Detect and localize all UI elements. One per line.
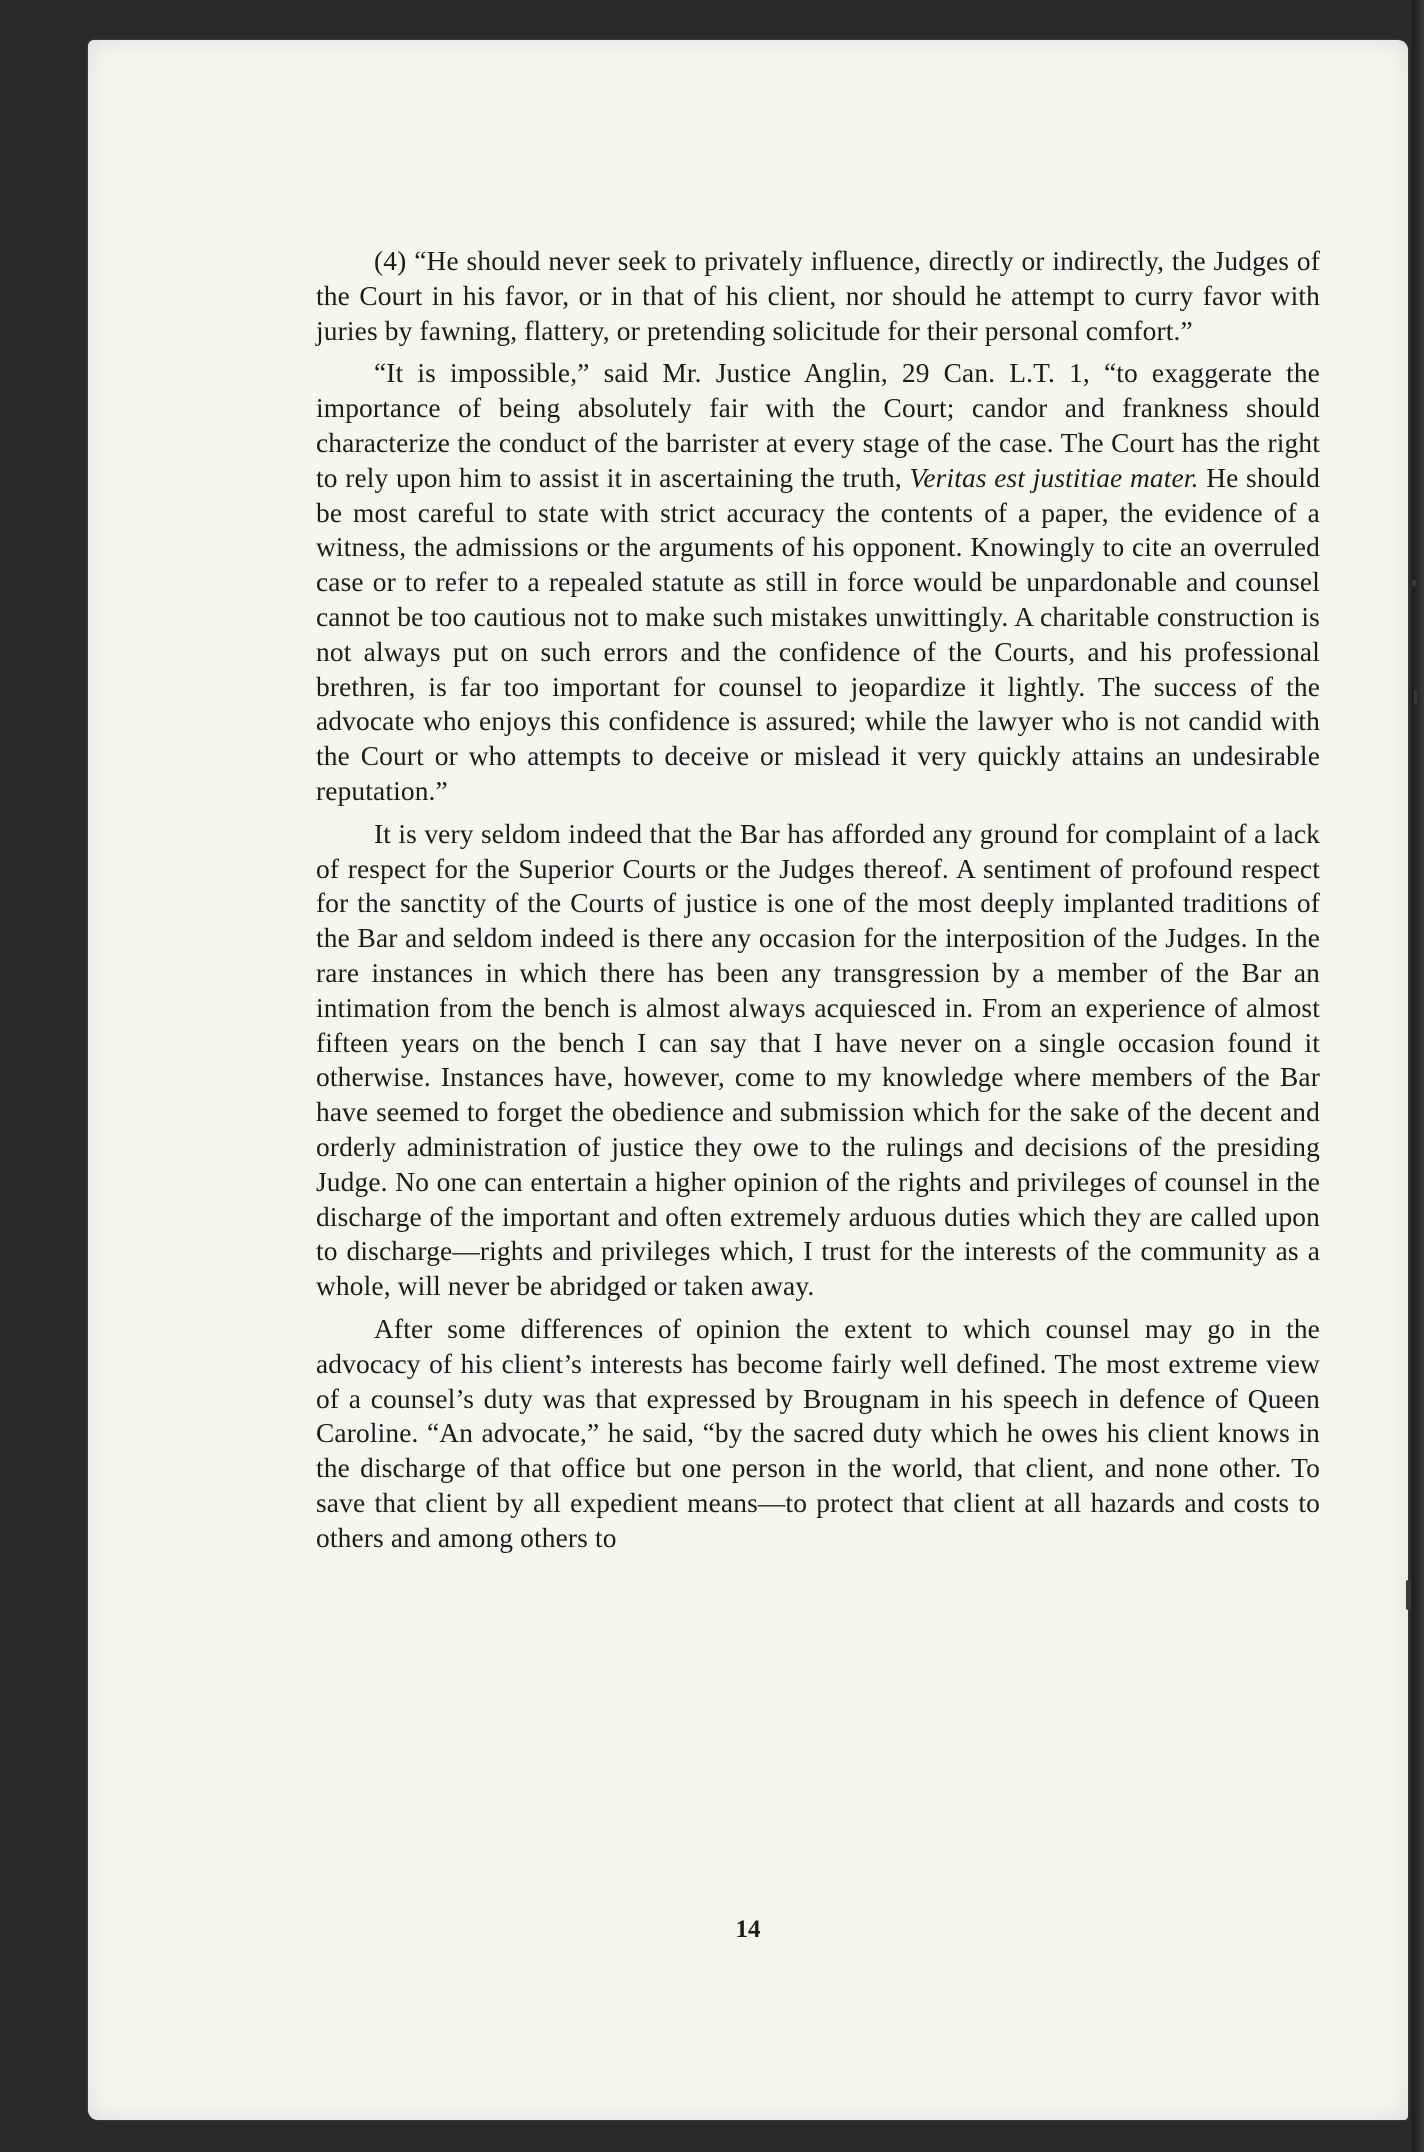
document-page — [88, 40, 1408, 2120]
text-run: It is very seldom indeed that the Bar has afforded any ground for complaint of a lack of respect for the Superior Courts or the Judges thereof. A sentiment of profound respect for the sanctity of the Courts of justice is one of the most deeply implanted traditions of the Bar and seldom indeed is there any occasion for the interposition of the Judges. In the rare instances in which there has been any transgression by a member of the Bar an intimation from the bench is almost always acquiesced in. From an experience of almost fifteen years on the bench I can say that I have never on a single occasion found it otherwise. Instances have, however, come to my knowledge where members of the Bar have seemed to forget the obedience and submission which for the sake of the decent and orderly administration of justice they owe to the rulings and decisions of the presiding Judge. No one can entertain a higher opinion of the rights and privileges of counsel in the discharge of the important and often extremely arduous duties which they are called upon to discharge—rights and privileges which, I trust for the interests of the community as a whole, will never be abridged or taken away. — [316, 818, 1320, 1302]
page-number: 14 — [735, 1916, 761, 1943]
text-run: After some differences of opinion the extent to which counsel may go in the advocacy of his client’s interests has become fairly well defined. The most extreme view of a counsel’s duty was that expressed by Brougnam in his speech in defence of Queen Caroline. “An advocate,” he said, “by the sacred duty which he owes his client knows in the discharge of that office but one person in the world, that client, and none other. To save that client by all expedient means—to protect that client at all hazards and costs to others and among others to — [316, 1313, 1320, 1553]
scan-dark-edge — [1412, 0, 1424, 2152]
text-run: He should be most careful to state with strict accuracy the contents of a paper, the evidence of a witness, the admissions or the arguments of his opponent. Knowingly to cite an overruled case or to refer to a repealed statute as still in force would be unpardonable and counsel cannot be too cautious not to make such mistakes unwittingly. A charitable construction is not always put on such errors and the confidence of the Courts, and his professional brethren, is far too important for counsel to jeopardize it lightly. The success of the advocate who enjoys this confidence is assured; while the lawyer who is not candid with the Court or who attempts to deceive or mislead it very quickly attains an undesirable reputation.” — [316, 462, 1320, 806]
body-text — [316, 244, 1320, 1555]
scan-speck — [1406, 1580, 1411, 1610]
paragraph — [316, 244, 1320, 348]
text-run: (4) “He should never seek to privately influence, directly or indirectly, the Judges of the Court in his favor, or in that of his client, nor should he attempt to curry favor with juries by fawning, flattery, or pretending solicitude for their personal comfort.” — [316, 246, 1320, 346]
text-run: “It is impossible,” said Mr. Justice Anglin, 29 Can. L.T. 1, “to exaggerate the importance of being absolutely fair with the Court; candor and frankness should characterize the conduct of the barrister at every stage of the case. The Court has the right to rely upon him to assist it in ascertaining the truth, — [316, 358, 1320, 493]
paragraph — [316, 356, 1320, 808]
paragraph — [316, 817, 1320, 1304]
scan-speck — [1412, 580, 1416, 586]
paragraph — [316, 1312, 1320, 1556]
scan-speck — [1414, 690, 1417, 704]
italic-phrase: Veritas est justitiae mater. — [909, 462, 1199, 493]
